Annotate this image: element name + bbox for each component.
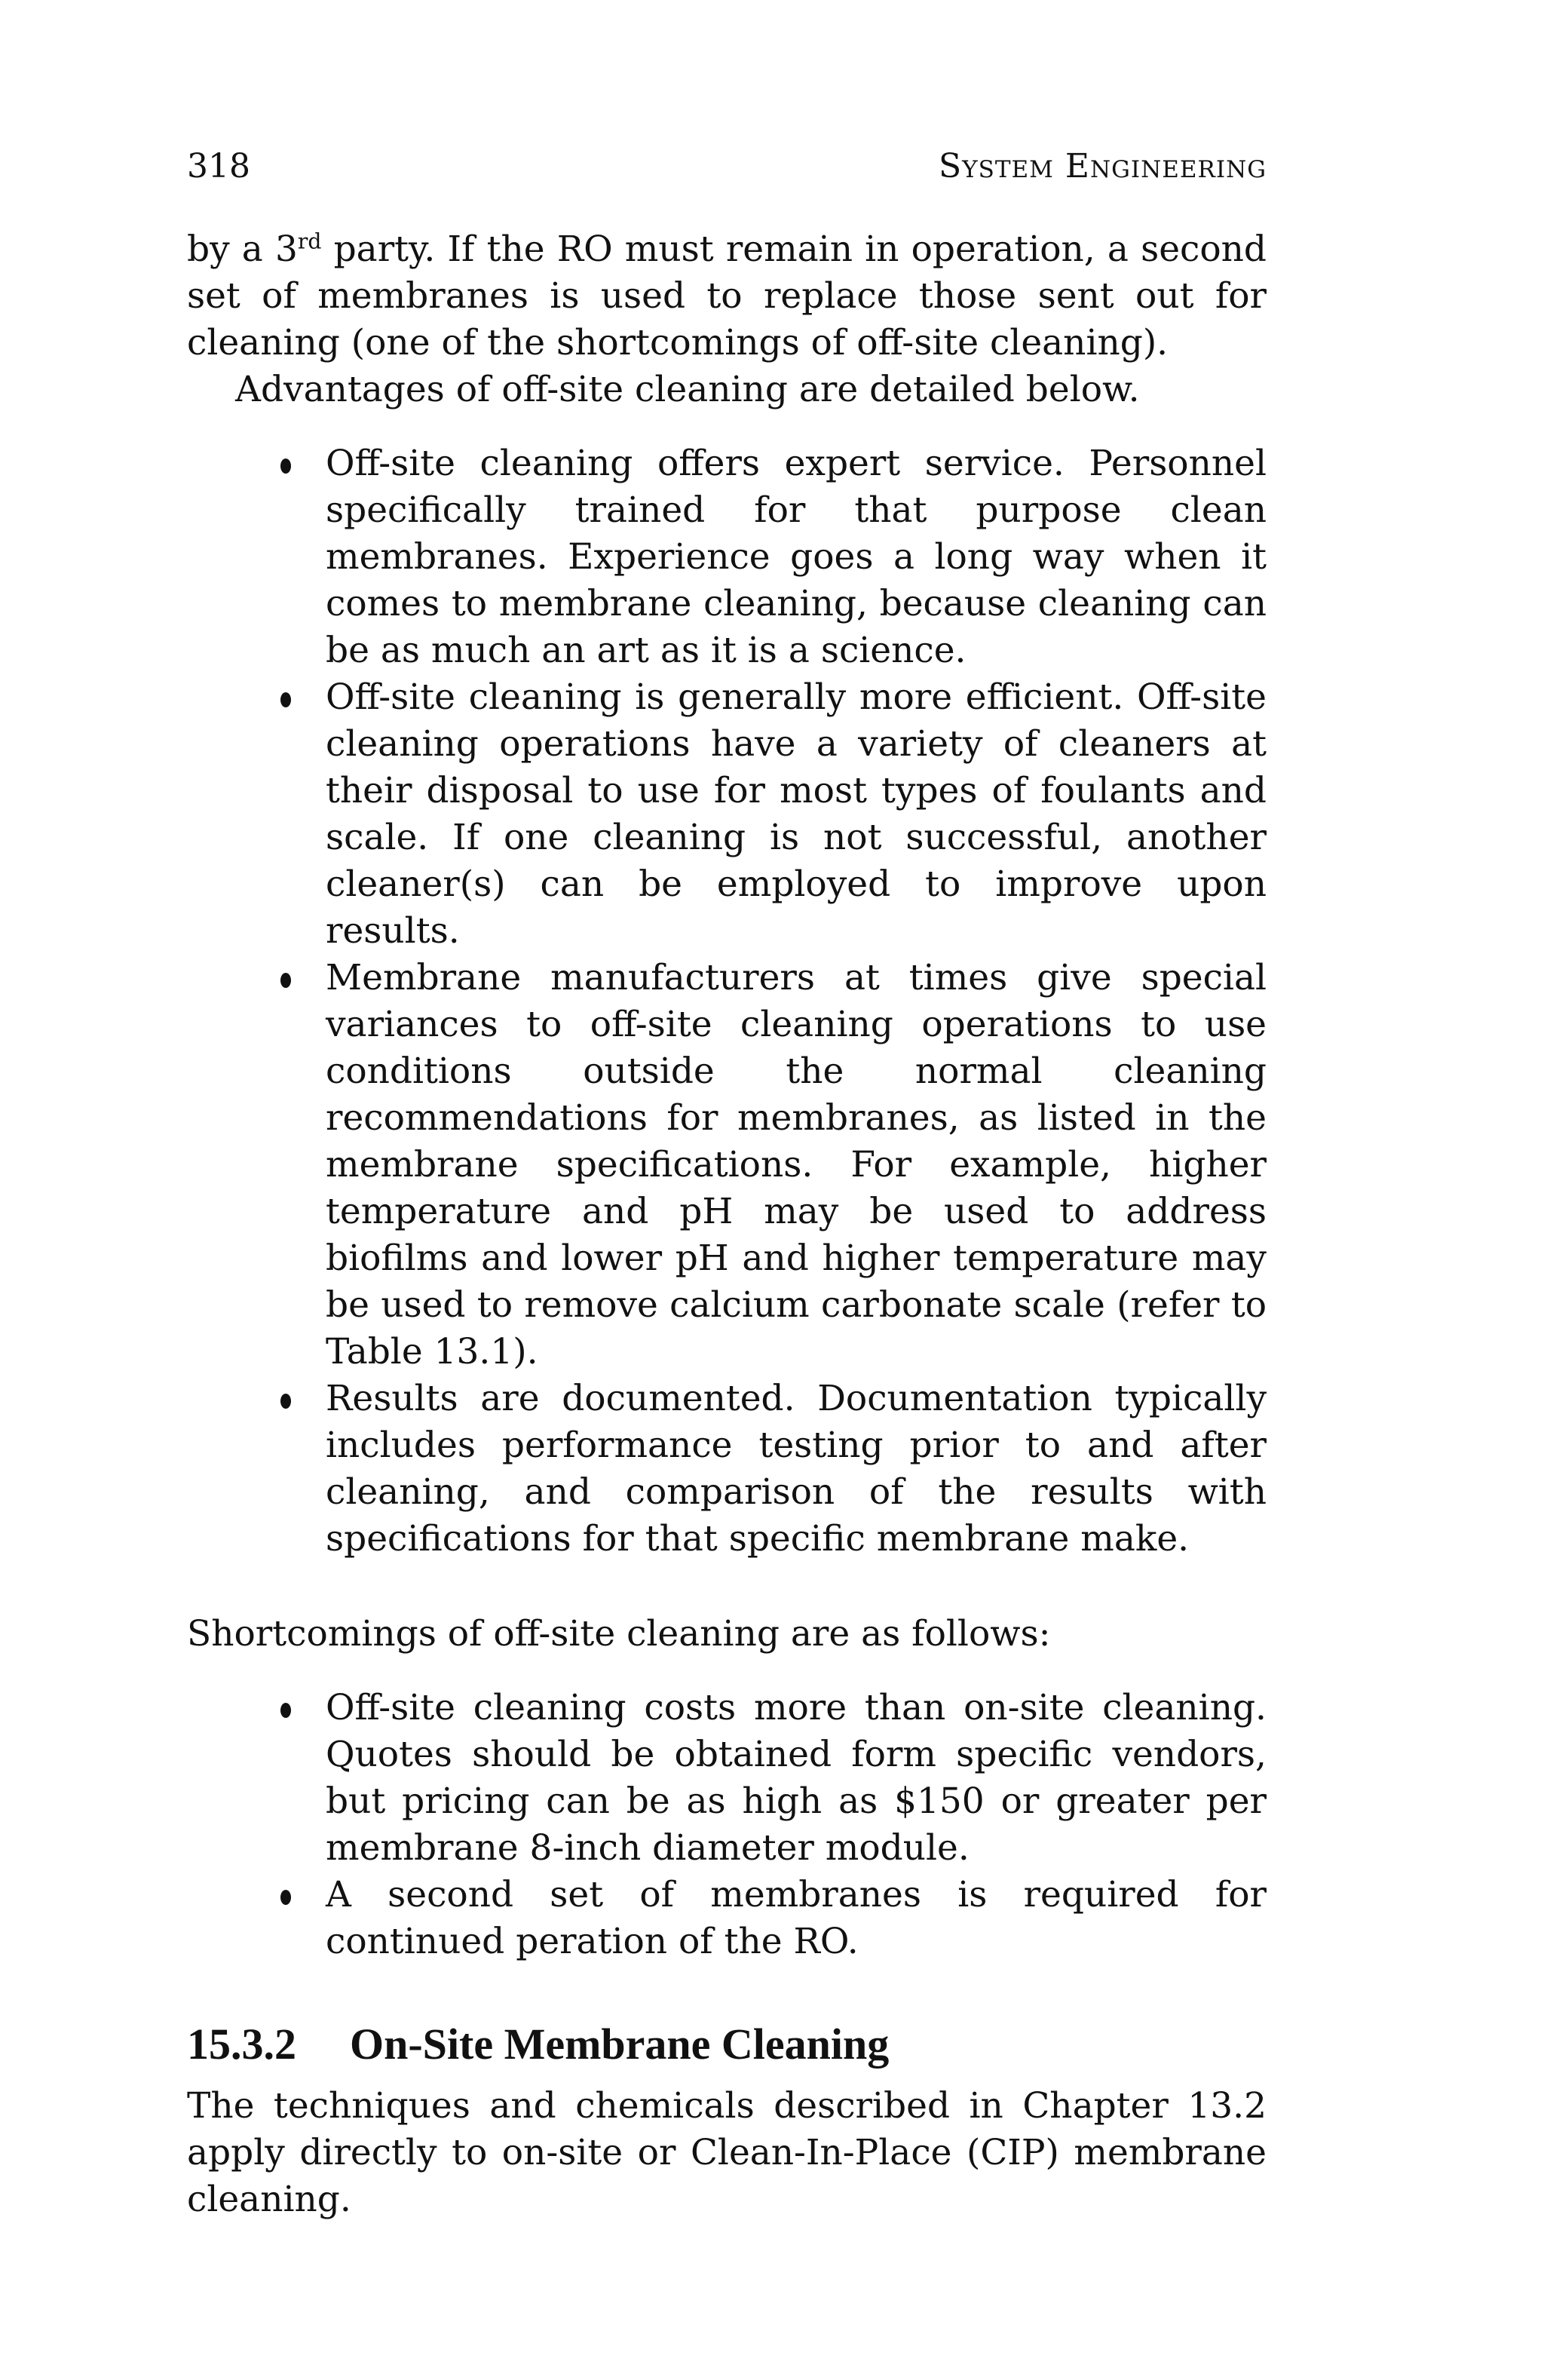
intro-paragraph bbox=[187, 226, 1267, 367]
bullet-icon bbox=[280, 1394, 291, 1409]
list-item-text: Results are documented. Documentation typically includes performance testing prior to and after cleaning, and comparison of the results with specifications for that specific membrane make. bbox=[326, 1377, 1267, 1560]
list-item bbox=[326, 1685, 1267, 1872]
page-number: 318 bbox=[187, 147, 250, 186]
advantages-list bbox=[187, 440, 1267, 1563]
shortcomings-lead: Shortcomings of off-site cleaning are as follows: bbox=[187, 1612, 1051, 1655]
bullet-icon bbox=[280, 973, 291, 988]
list-item-text: Off-site cleaning costs more than on-site cleaning. Quotes should be obtained form specific vendors, but pricing can be as high as $150 or greater per membrane 8-inch diameter module. bbox=[326, 1686, 1267, 1869]
section-heading bbox=[187, 2018, 1267, 2071]
list-item-text: Off-site cleaning offers expert service. Personnel specifically trained for that purpose clean membranes. Experience goes a long way when it comes to membrane cleaning, because cleaning can be as much an art as it is a science. bbox=[326, 442, 1267, 671]
intro-prefix: by a 3 bbox=[187, 228, 298, 270]
list-item-text: A second set of membranes is required for continued peration of the RO. bbox=[326, 1873, 1267, 1962]
section-title: On-Site Membrane Cleaning bbox=[350, 2019, 890, 2069]
running-title: System Engineering bbox=[939, 147, 1267, 186]
shortcomings-list bbox=[187, 1685, 1267, 1965]
book-page bbox=[187, 147, 1267, 2223]
intro-superscript: rd bbox=[297, 228, 322, 254]
list-item bbox=[326, 955, 1267, 1376]
list-item bbox=[326, 1872, 1267, 1965]
section-body: The techniques and chemicals described in Chapter 13.2 apply directly to on-site or Clean-In-Place (CIP) membrane cleaning. bbox=[187, 2084, 1267, 2220]
bullet-icon bbox=[280, 1703, 291, 1718]
advantages-lead: Advantages of off-site cleaning are detailed below. bbox=[235, 368, 1140, 410]
bullet-icon bbox=[280, 459, 291, 474]
bullet-icon bbox=[280, 1890, 291, 1905]
list-item bbox=[326, 440, 1267, 674]
list-item bbox=[326, 1376, 1267, 1563]
list-item-text: Off-site cleaning is generally more efficient. Off-site cleaning operations have a variety of cleaners at their disposal to use for most types of foulants and scale. If one cleaning is not successful, another cleaner(s) can be employed to improve upon results. bbox=[326, 676, 1267, 952]
list-item bbox=[326, 674, 1267, 955]
list-item-text: Membrane manufacturers at times give special variances to off-site cleaning operations to use conditions outside the normal cleaning recommendations for membranes, as listed in the membrane specifications. For example, higher temperature and pH may be used to address biofilms and lower pH and higher temperature may be used to remove calcium carbonate scale (refer to Table 13.1). bbox=[326, 956, 1267, 1372]
section-number: 15.3.2 bbox=[187, 2019, 296, 2069]
intro-text: party. If the RO must remain in operation, a second set of membranes is used to replace those sent out for cleaning (one of the shortcomings of off-site cleaning). bbox=[187, 228, 1267, 363]
bullet-icon bbox=[280, 692, 291, 707]
running-head bbox=[187, 147, 1267, 187]
